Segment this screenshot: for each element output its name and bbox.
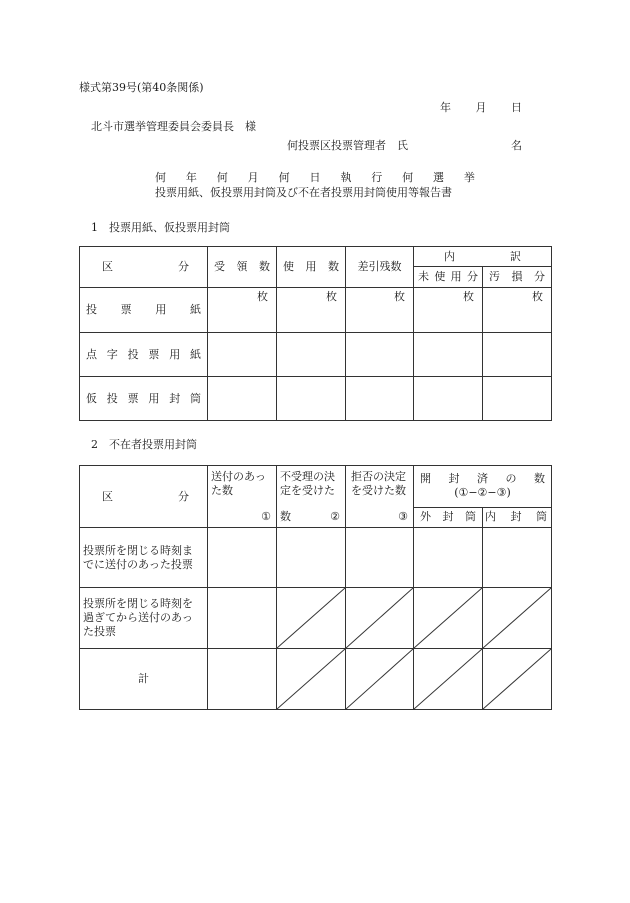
outer-envelope-total-cell-slashed bbox=[414, 649, 483, 710]
title-char: 選 bbox=[433, 171, 445, 184]
diagonal-slash bbox=[483, 588, 551, 648]
header-remaining: 差引残数 bbox=[346, 247, 414, 288]
date-month: 月 bbox=[475, 101, 487, 114]
title-char: 何 bbox=[402, 171, 414, 184]
section1-heading: 1 投票用紙、仮投票用封筒 bbox=[91, 221, 230, 234]
header-sent-count: 送付のあっ た数 ① bbox=[208, 466, 277, 528]
used-count-cell[interactable] bbox=[277, 333, 346, 377]
diagonal-slash bbox=[346, 649, 413, 709]
header-used: 使 用 数 bbox=[277, 247, 346, 288]
title-char: 年 bbox=[185, 171, 197, 184]
remaining-count-cell[interactable] bbox=[346, 333, 414, 377]
unused-count-cell[interactable] bbox=[414, 288, 483, 333]
header-opened-count: 開 封 済 の 数 (①−②−③) bbox=[414, 466, 552, 508]
damaged-count-cell[interactable] bbox=[483, 333, 552, 377]
damaged-count-cell[interactable] bbox=[483, 288, 552, 333]
row-before-closing-label: 投票所を閉じる時刻ま でに送付のあった投票 bbox=[80, 528, 208, 588]
refused-count-cell[interactable] bbox=[346, 528, 414, 588]
diagonal-slash bbox=[346, 588, 413, 648]
date-year: 年 bbox=[440, 101, 451, 114]
rejected-count-cell-slashed bbox=[277, 588, 346, 649]
row-provisional-envelope-label: 仮 投 票 用 封 筒 bbox=[80, 377, 208, 421]
section2-heading: 2 不在者投票用封筒 bbox=[91, 438, 197, 451]
title-char: 何 bbox=[278, 171, 290, 184]
header-inner-envelope: 内 封 筒 bbox=[483, 507, 552, 527]
title-char: 挙 bbox=[463, 171, 475, 184]
diagonal-slash bbox=[483, 649, 551, 709]
inner-envelope-total-cell-slashed bbox=[483, 649, 552, 710]
title-char: 何 bbox=[155, 171, 166, 184]
diagonal-slash bbox=[277, 649, 345, 709]
header-outer-envelope: 外 封 筒 bbox=[414, 507, 483, 527]
title-char: 行 bbox=[371, 171, 383, 184]
title-char: 何 bbox=[216, 171, 228, 184]
unit-sheets: 枚 bbox=[463, 290, 474, 303]
title-line-1 bbox=[155, 171, 475, 184]
diagonal-slash bbox=[277, 588, 345, 648]
remaining-count-cell[interactable] bbox=[346, 288, 414, 333]
rejected-count-cell[interactable] bbox=[277, 528, 346, 588]
sent-count-cell[interactable] bbox=[208, 528, 277, 588]
header-rejected-count: 不受理の決 定を受けた 数 ② bbox=[277, 466, 346, 528]
sent-count-total-cell[interactable] bbox=[208, 649, 277, 710]
name-suffix: 名 bbox=[511, 139, 522, 152]
received-count-cell[interactable] bbox=[208, 377, 277, 421]
form-number: 様式第39号(第40条関係) bbox=[79, 81, 204, 94]
row-after-closing-label: 投票所を閉じる時刻を 過ぎてから送付のあっ た投票 bbox=[80, 588, 208, 649]
absentee-envelope-table bbox=[79, 465, 552, 710]
diagonal-slash bbox=[414, 649, 482, 709]
used-count-cell[interactable] bbox=[277, 377, 346, 421]
unused-count-cell[interactable] bbox=[414, 377, 483, 421]
date-day: 日 bbox=[511, 101, 522, 114]
header-received: 受 領 数 bbox=[208, 247, 277, 288]
row-ballot-paper-label: 投 票 用 紙 bbox=[80, 288, 208, 333]
header-breakdown: 内 訳 bbox=[414, 247, 552, 267]
used-count-cell[interactable] bbox=[277, 288, 346, 333]
unit-sheets: 枚 bbox=[257, 290, 268, 303]
sent-count-cell[interactable] bbox=[208, 588, 277, 649]
inner-envelope-cell[interactable] bbox=[483, 528, 552, 588]
addressee: 北斗市選挙管理委員会委員長 様 bbox=[91, 120, 256, 133]
row-braille-ballot-label: 点 字 投 票 用 紙 bbox=[80, 333, 208, 377]
unit-sheets: 枚 bbox=[532, 290, 543, 303]
damaged-count-cell[interactable] bbox=[483, 377, 552, 421]
received-count-cell[interactable] bbox=[208, 288, 277, 333]
remaining-count-cell[interactable] bbox=[346, 377, 414, 421]
outer-envelope-cell[interactable] bbox=[414, 528, 483, 588]
rejected-total-cell-slashed bbox=[277, 649, 346, 710]
header-refused-count: 拒否の決定 を受けた数 ③ bbox=[346, 466, 414, 528]
header-unused: 未 使 用 分 bbox=[414, 267, 483, 288]
title-char: 日 bbox=[309, 171, 321, 184]
header-kubun: 区 分 bbox=[80, 466, 208, 528]
header-kubun: 区 分 bbox=[80, 247, 208, 288]
unit-sheets: 枚 bbox=[326, 290, 337, 303]
row-total-label: 計 bbox=[80, 649, 208, 710]
received-count-cell[interactable] bbox=[208, 333, 277, 377]
unused-count-cell[interactable] bbox=[414, 333, 483, 377]
ballot-paper-table bbox=[79, 246, 552, 421]
inner-envelope-cell-slashed bbox=[483, 588, 552, 649]
manager-label: 何投票区投票管理者 氏 bbox=[287, 139, 408, 152]
unit-sheets: 枚 bbox=[394, 290, 405, 303]
title-char: 執 bbox=[340, 171, 352, 184]
date-field bbox=[440, 101, 522, 114]
header-damaged: 汚 損 分 bbox=[483, 267, 552, 288]
title-line-2: 投票用紙、仮投票用封筒及び不在者投票用封筒使用等報告書 bbox=[155, 186, 452, 199]
refused-total-cell-slashed bbox=[346, 649, 414, 710]
outer-envelope-cell-slashed bbox=[414, 588, 483, 649]
diagonal-slash bbox=[414, 588, 482, 648]
title-char: 月 bbox=[247, 171, 259, 184]
refused-count-cell-slashed bbox=[346, 588, 414, 649]
